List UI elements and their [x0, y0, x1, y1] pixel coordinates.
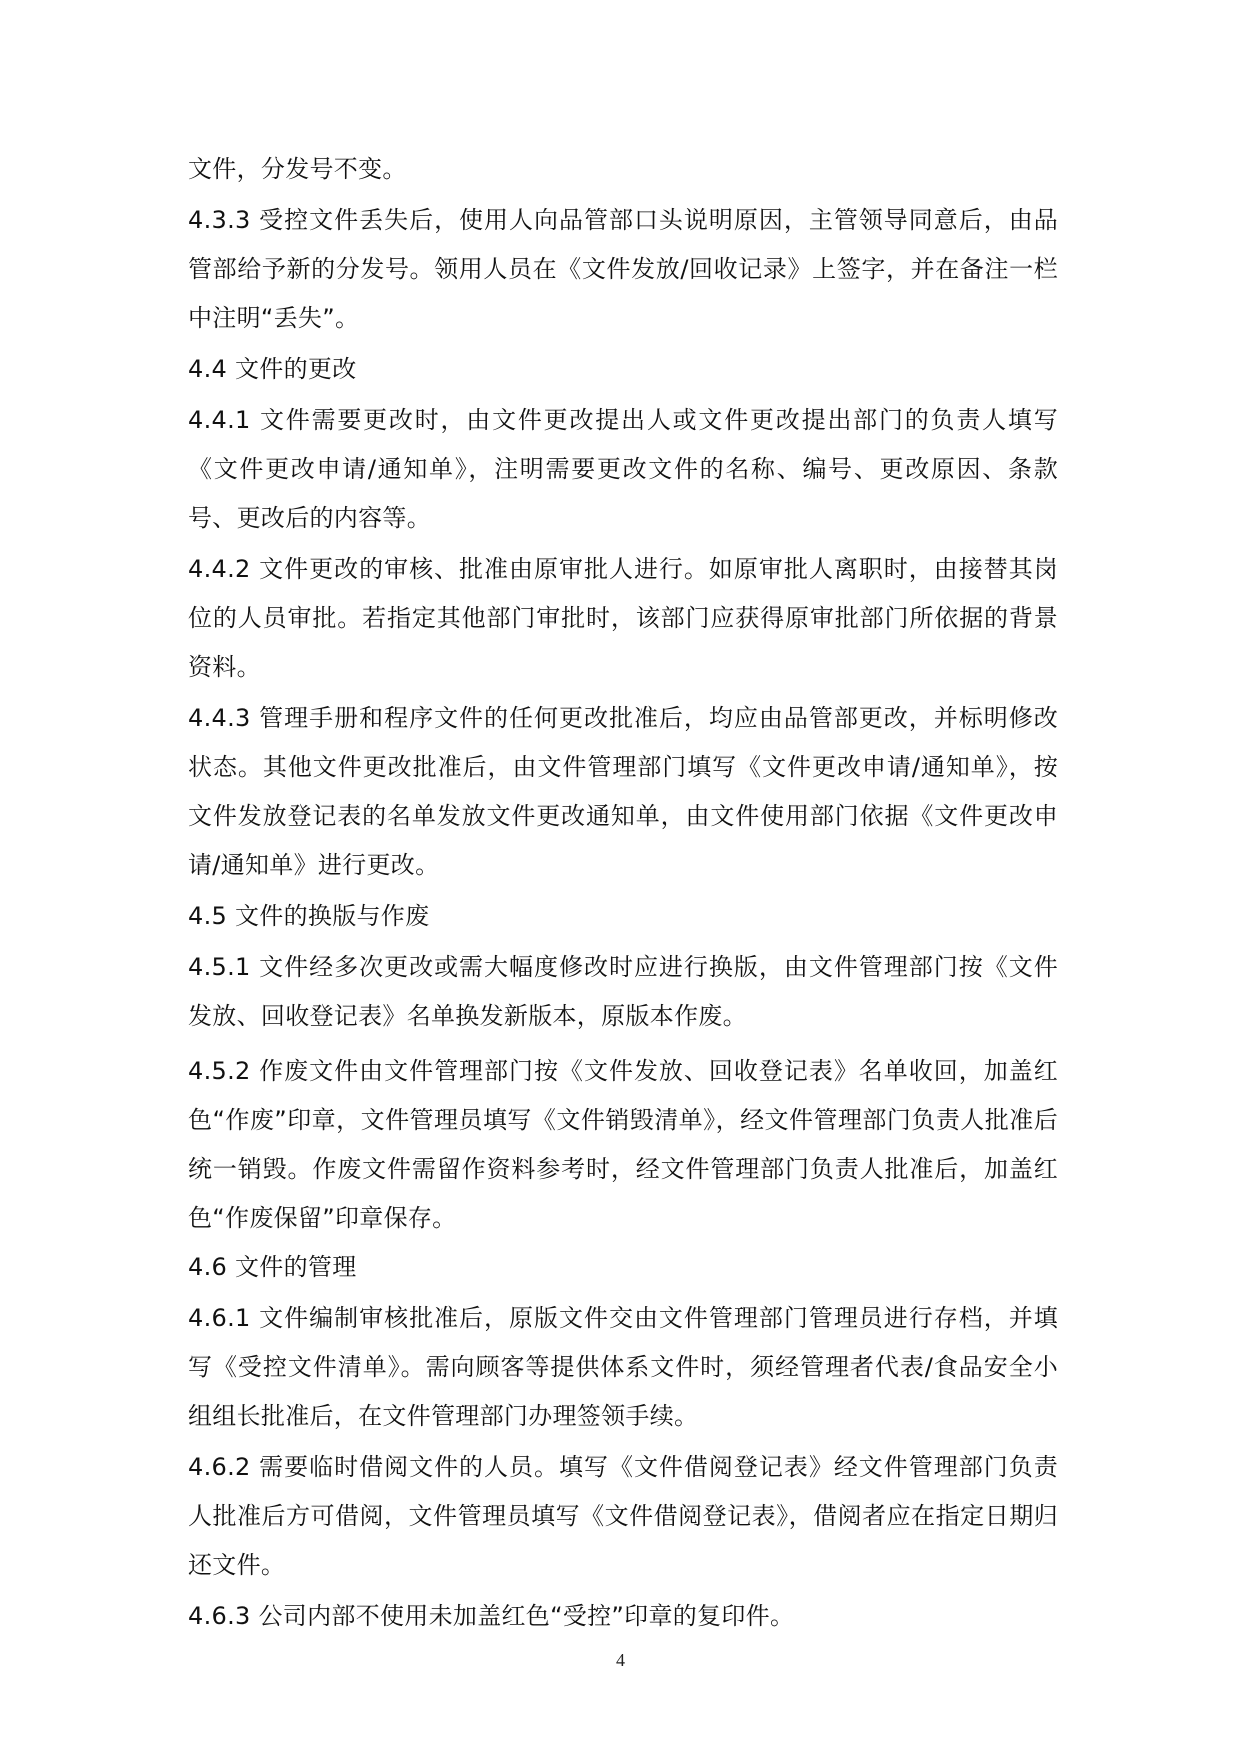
paragraph-4-5-2: 4.5.2 作废文件由文件管理部门按《文件发放、回收登记表》名单收回，加盖红色“作废”印章，文件管理员填写《文件销毁清单》，经文件管理部门负责人批准后统一销毁。作废文件需留作资料参考时，经文件管理部门负责人批准后，加盖红色“作废保留”印章保存。 [188, 1057, 1058, 1232]
paragraph-4-5-1: 4.5.1 文件经多次更改或需大幅度修改时应进行换版，由文件管理部门按《文件发放、回收登记表》名单换发新版本，原版本作废。 [188, 953, 1058, 1030]
page-number: 4 [616, 1650, 625, 1670]
paragraph-4-4-3: 4.4.3 管理手册和程序文件的任何更改批准后，均应由品管部更改，并标明修改状态。其他文件更改批准后，由文件管理部门填写《文件更改申请/通知单》，按文件发放登记表的名单发放文件更改通知单，由文件使用部门依据《文件更改申请/通知单》进行更改。 [188, 704, 1058, 879]
paragraph-4-4-2: 4.4.2 文件更改的审核、批准由原审批人进行。如原审批人离职时，由接替其岗位的人员审批。若指定其他部门审批时，该部门应获得原审批部门所依据的背景资料。 [188, 555, 1058, 681]
paragraph-continuation: 文件，分发号不变。 [188, 155, 407, 183]
paragraph-4-6-3: 4.6.3 公司内部不使用未加盖红色“受控”印章的复印件。 [188, 1602, 795, 1630]
paragraph-4-3-3: 4.3.3 受控文件丢失后，使用人向品管部口头说明原因，主管领导同意后，由品管部给予新的分发号。领用人员在《文件发放/回收记录》上签字，并在备注一栏中注明“丢失”。 [188, 206, 1058, 332]
section-heading-4-4: 4.4 文件的更改 [188, 355, 357, 383]
section-heading-4-6: 4.6 文件的管理 [188, 1253, 357, 1281]
document-body [188, 145, 1058, 1641]
section-heading-4-5: 4.5 文件的换版与作废 [188, 902, 430, 930]
paragraph-4-4-1: 4.4.1 文件需要更改时，由文件更改提出人或文件更改提出部门的负责人填写《文件更改申请/通知单》，注明需要更改文件的名称、编号、更改原因、条款号、更改后的内容等。 [188, 406, 1058, 532]
paragraph-4-6-1: 4.6.1 文件编制审核批准后，原版文件交由文件管理部门管理员进行存档，并填写《受控文件清单》。需向顾客等提供体系文件时，须经管理者代表/食品安全小组组长批准后，在文件管理部门办理签领手续。 [188, 1304, 1058, 1430]
paragraph-4-6-2: 4.6.2 需要临时借阅文件的人员。填写《文件借阅登记表》经文件管理部门负责人批准后方可借阅，文件管理员填写《文件借阅登记表》，借阅者应在指定日期归还文件。 [188, 1453, 1058, 1579]
